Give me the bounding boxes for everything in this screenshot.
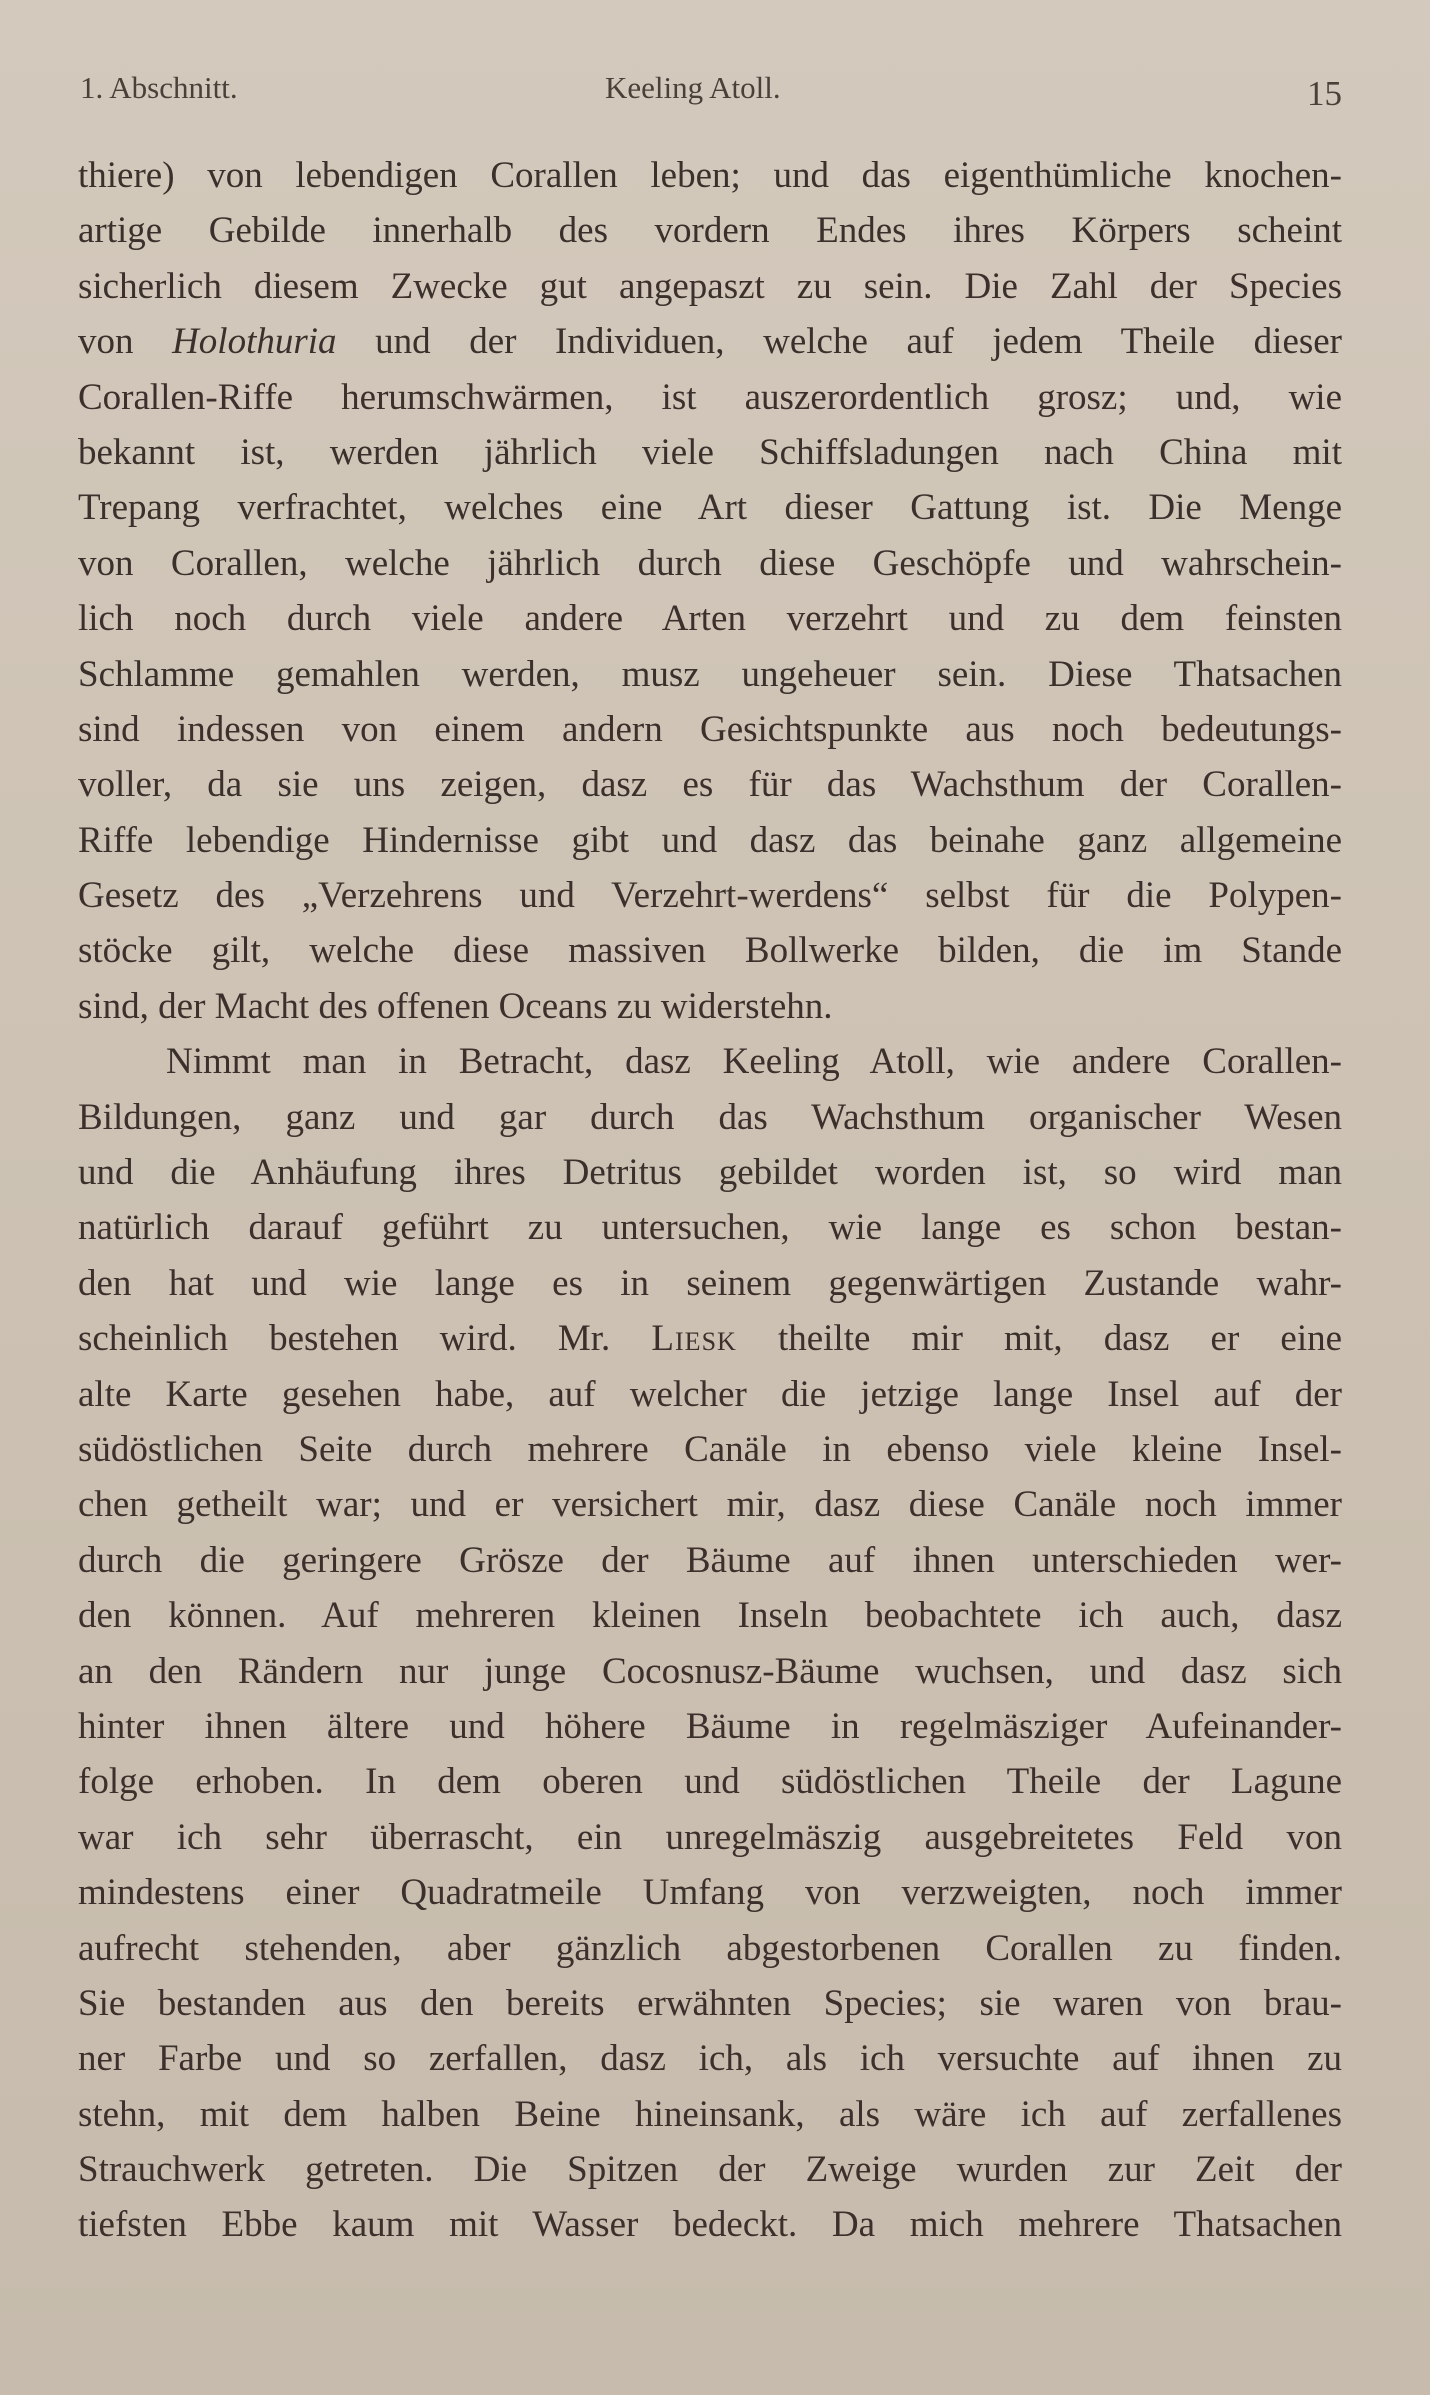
person-name: Liesk (651, 1318, 737, 1360)
text-line (78, 1311, 1342, 1366)
text-line: Trepang verfrachtet, welches eine Art dieser Gattung ist. Die Menge (78, 487, 1342, 529)
text-line: an den Rändern nur junge Cocosnusz-Bäume wuchsen, und dasz sich (78, 1650, 1342, 1692)
text-line: stöcke gilt, welche diese massiven Bollwerke bilden, die im Stande (78, 930, 1342, 972)
body-text (78, 148, 1342, 2253)
text-line: Nimmt man in Betracht, dasz Keeling Atoll, wie andere Corallen- (166, 1041, 1342, 1083)
text-line: Gesetz des „Verzehrens und Verzehrt-werdens“ selbst für die Polypen- (78, 875, 1342, 917)
text-line: den können. Auf mehreren kleinen Inseln beobachtete ich auch, dasz (78, 1595, 1342, 1637)
text-line: durch die geringere Grösze der Bäume auf ihnen unterschieden wer- (78, 1539, 1342, 1581)
text-line: südöstlichen Seite durch mehrere Canäle in ebenso viele kleine Insel- (78, 1428, 1342, 1470)
running-header (80, 62, 1342, 122)
text-line: Strauchwerk getreten. Die Spitzen der Zweige wurden zur Zeit der (78, 2149, 1342, 2191)
text-line: chen getheilt war; und er versichert mir, dasz diese Canäle noch immer (78, 1484, 1342, 1526)
text-line (78, 314, 1342, 369)
text-line: hinter ihnen ältere und höhere Bäume in regelmäsziger Aufeinander- (78, 1705, 1342, 1747)
text-line: voller, da sie uns zeigen, dasz es für das Wachsthum der Corallen- (78, 764, 1342, 806)
text-line: mindestens einer Quadratmeile Umfang von verzweigten, noch immer (78, 1872, 1342, 1914)
text-segment: und der Individuen, welche auf jedem Theile dieser (375, 321, 1343, 363)
running-title: Keeling Atoll. (605, 70, 781, 105)
text-segment: scheinlich bestehen wird. Mr. (78, 1318, 611, 1360)
text-segment: theilte mir mit, dasz er eine (777, 1318, 1343, 1360)
text-line: alte Karte gesehen habe, auf welcher die jetzige lange Insel auf der (78, 1373, 1342, 1415)
text-line: Riffe lebendige Hindernisse gibt und dasz das beinahe ganz allgemeine (78, 819, 1342, 861)
text-line: lich noch durch viele andere Arten verzehrt und zu dem feinsten (78, 598, 1342, 640)
italic-term: Holothuria (172, 321, 337, 363)
text-line: den hat und wie lange es in seinem gegenwärtigen Zustande wahr- (78, 1262, 1342, 1304)
text-line: von Corallen, welche jährlich durch diese Geschöpfe und wahrschein- (78, 542, 1342, 584)
text-line: Schlamme gemahlen werden, musz ungeheuer sein. Diese Thatsachen (78, 653, 1342, 695)
text-line: thiere) von lebendigen Corallen leben; und das eigenthümliche knochen- (78, 155, 1342, 196)
text-line: Corallen-Riffe herumschwärmen, ist auszerordentlich grosz; und, wie (78, 376, 1342, 418)
section-label: 1. Abschnitt. (80, 70, 238, 105)
text-line: bekannt ist, werden jährlich viele Schiffsladungen nach China mit (78, 431, 1342, 473)
page-number: 15 (1307, 74, 1342, 113)
text-line: artige Gebilde innerhalb des vordern Endes ihres Körpers scheint (78, 210, 1342, 252)
text-line: war ich sehr überrascht, ein unregelmäszig ausgebreitetes Feld von (78, 1816, 1342, 1858)
text-line: sind, der Macht des offenen Oceans zu widerstehn. (78, 985, 833, 1027)
text-segment: von (78, 321, 134, 363)
text-line: sicherlich diesem Zwecke gut angepaszt zu sein. Die Zahl der Species (78, 265, 1342, 307)
text-line: folge erhoben. In dem oberen und südöstlichen Theile der Lagune (78, 1761, 1342, 1803)
text-line: Bildungen, ganz und gar durch das Wachsthum organischer Wesen (78, 1096, 1342, 1138)
text-line: aufrecht stehenden, aber gänzlich abgestorbenen Corallen zu finden. (78, 1927, 1342, 1969)
text-line: ner Farbe und so zerfallen, dasz ich, als ich versuchte auf ihnen zu (78, 2038, 1342, 2080)
text-line: Sie bestanden aus den bereits erwähnten Species; sie waren von brau- (78, 1982, 1342, 2024)
text-line: und die Anhäufung ihres Detritus gebildet worden ist, so wird man (78, 1152, 1342, 1194)
text-line: natürlich darauf geführt zu untersuchen, wie lange es schon bestan- (78, 1207, 1342, 1249)
text-line: stehn, mit dem halben Beine hineinsank, als wäre ich auf zerfallenes (78, 2093, 1342, 2135)
text-line: tiefsten Ebbe kaum mit Wasser bedeckt. Da mich mehrere Thatsachen (78, 2204, 1342, 2246)
text-line: sind indessen von einem andern Gesichtspunkte aus noch bedeutungs- (78, 708, 1342, 750)
